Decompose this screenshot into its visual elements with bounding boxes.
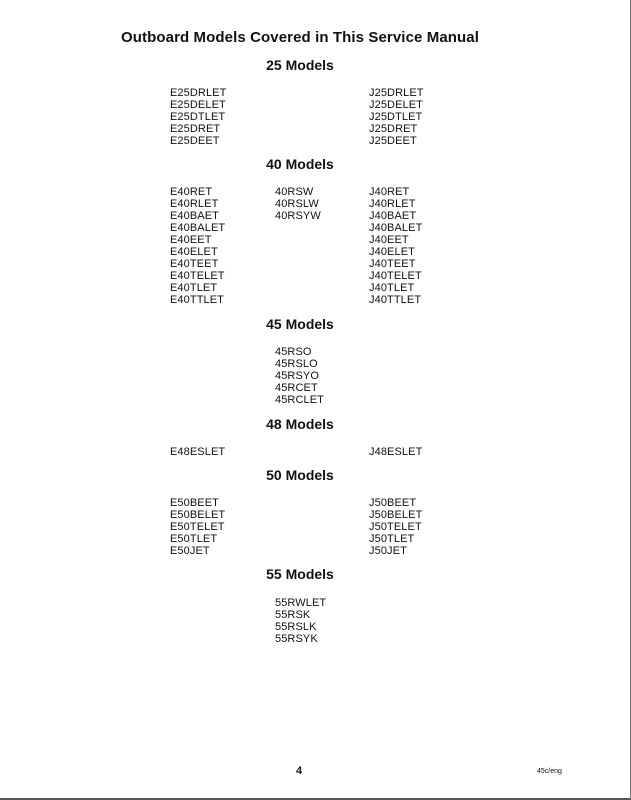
model-code: E40TTLET — [170, 294, 224, 306]
document-code: 45c/eng — [537, 768, 562, 775]
model-code: E40RET — [170, 186, 213, 198]
model-code: J25DELET — [369, 99, 423, 111]
model-code: J40TEET — [369, 258, 416, 270]
model-code: J25DRET — [369, 123, 418, 135]
model-code: 45RSLO — [275, 358, 318, 370]
model-list-48-j — [369, 446, 422, 458]
model-code: E40TELET — [170, 270, 225, 282]
model-code: E50TELET — [170, 521, 225, 533]
model-code: 55RWLET — [275, 597, 327, 609]
model-code: E25DELET — [170, 99, 226, 111]
model-list-40-base — [275, 186, 321, 222]
model-code: J40BALET — [369, 222, 423, 234]
model-code: J25DEET — [369, 135, 417, 147]
section-heading-50: 50 Models — [266, 467, 334, 483]
model-list-48-e — [170, 446, 225, 458]
model-code: 45RSO — [275, 346, 312, 358]
model-list-25-e — [170, 87, 226, 147]
model-code: E40RLET — [170, 198, 219, 210]
model-list-45-base — [275, 346, 324, 406]
model-code: 40RSYW — [275, 210, 321, 222]
model-code: E40ELET — [170, 246, 218, 258]
section-heading-45: 45 Models — [266, 316, 334, 332]
model-list-40-j — [369, 186, 422, 306]
model-code: E25DTLET — [170, 111, 226, 123]
model-code: E25DRET — [170, 123, 221, 135]
model-code: J40EET — [369, 234, 409, 246]
model-list-50-e — [170, 497, 225, 557]
model-code: E50BEET — [170, 497, 220, 509]
model-code: J50BEET — [369, 497, 417, 509]
model-list-25-j — [369, 87, 424, 147]
model-code: 45RCLET — [275, 394, 324, 406]
model-code: J25DRLET — [369, 87, 424, 99]
model-code: J50TELET — [369, 521, 422, 533]
model-code: 40RSLW — [275, 198, 319, 210]
model-code: E50BELET — [170, 509, 226, 521]
model-code: E40BAET — [170, 210, 220, 222]
model-code: E25DEET — [170, 135, 220, 147]
model-code: J40ELET — [369, 246, 415, 258]
model-code: 55RSK — [275, 609, 311, 621]
model-code: 55RSLK — [275, 621, 317, 633]
model-code: J40TLET — [369, 282, 415, 294]
model-code: J50BELET — [369, 509, 423, 521]
model-code: J40RLET — [369, 198, 416, 210]
section-heading-25: 25 Models — [266, 57, 334, 73]
model-list-50-j — [369, 497, 422, 557]
model-code: J50TLET — [369, 533, 415, 545]
model-code: 45RCET — [275, 382, 318, 394]
model-code: J40BAET — [369, 210, 417, 222]
model-code: E40TLET — [170, 282, 218, 294]
model-code: 55RSYK — [275, 633, 318, 645]
model-code: J50JET — [369, 545, 407, 557]
model-code: J25DTLET — [369, 111, 423, 123]
model-code: E40TEET — [170, 258, 219, 270]
model-code: E40EET — [170, 234, 212, 246]
model-code: E50JET — [170, 545, 210, 557]
model-code: J40TELET — [369, 270, 422, 282]
model-code: E48ESLET — [170, 446, 226, 458]
model-code: J40TTLET — [369, 294, 422, 306]
model-code: E40BALET — [170, 222, 226, 234]
model-code: E25DRLET — [170, 87, 227, 99]
model-code: E50TLET — [170, 533, 218, 545]
model-code: 40RSW — [275, 186, 314, 198]
model-list-40-e — [170, 186, 225, 306]
model-code: 45RSYO — [275, 370, 320, 382]
model-code: J40RET — [369, 186, 410, 198]
section-heading-55: 55 Models — [266, 566, 334, 582]
model-code: J48ESLET — [369, 446, 423, 458]
page-number: 4 — [296, 765, 303, 777]
section-heading-48: 48 Models — [266, 416, 334, 432]
section-heading-40: 40 Models — [266, 156, 334, 172]
model-list-55-base — [275, 597, 326, 645]
page-title: Outboard Models Covered in This Service Manual — [120, 29, 479, 46]
